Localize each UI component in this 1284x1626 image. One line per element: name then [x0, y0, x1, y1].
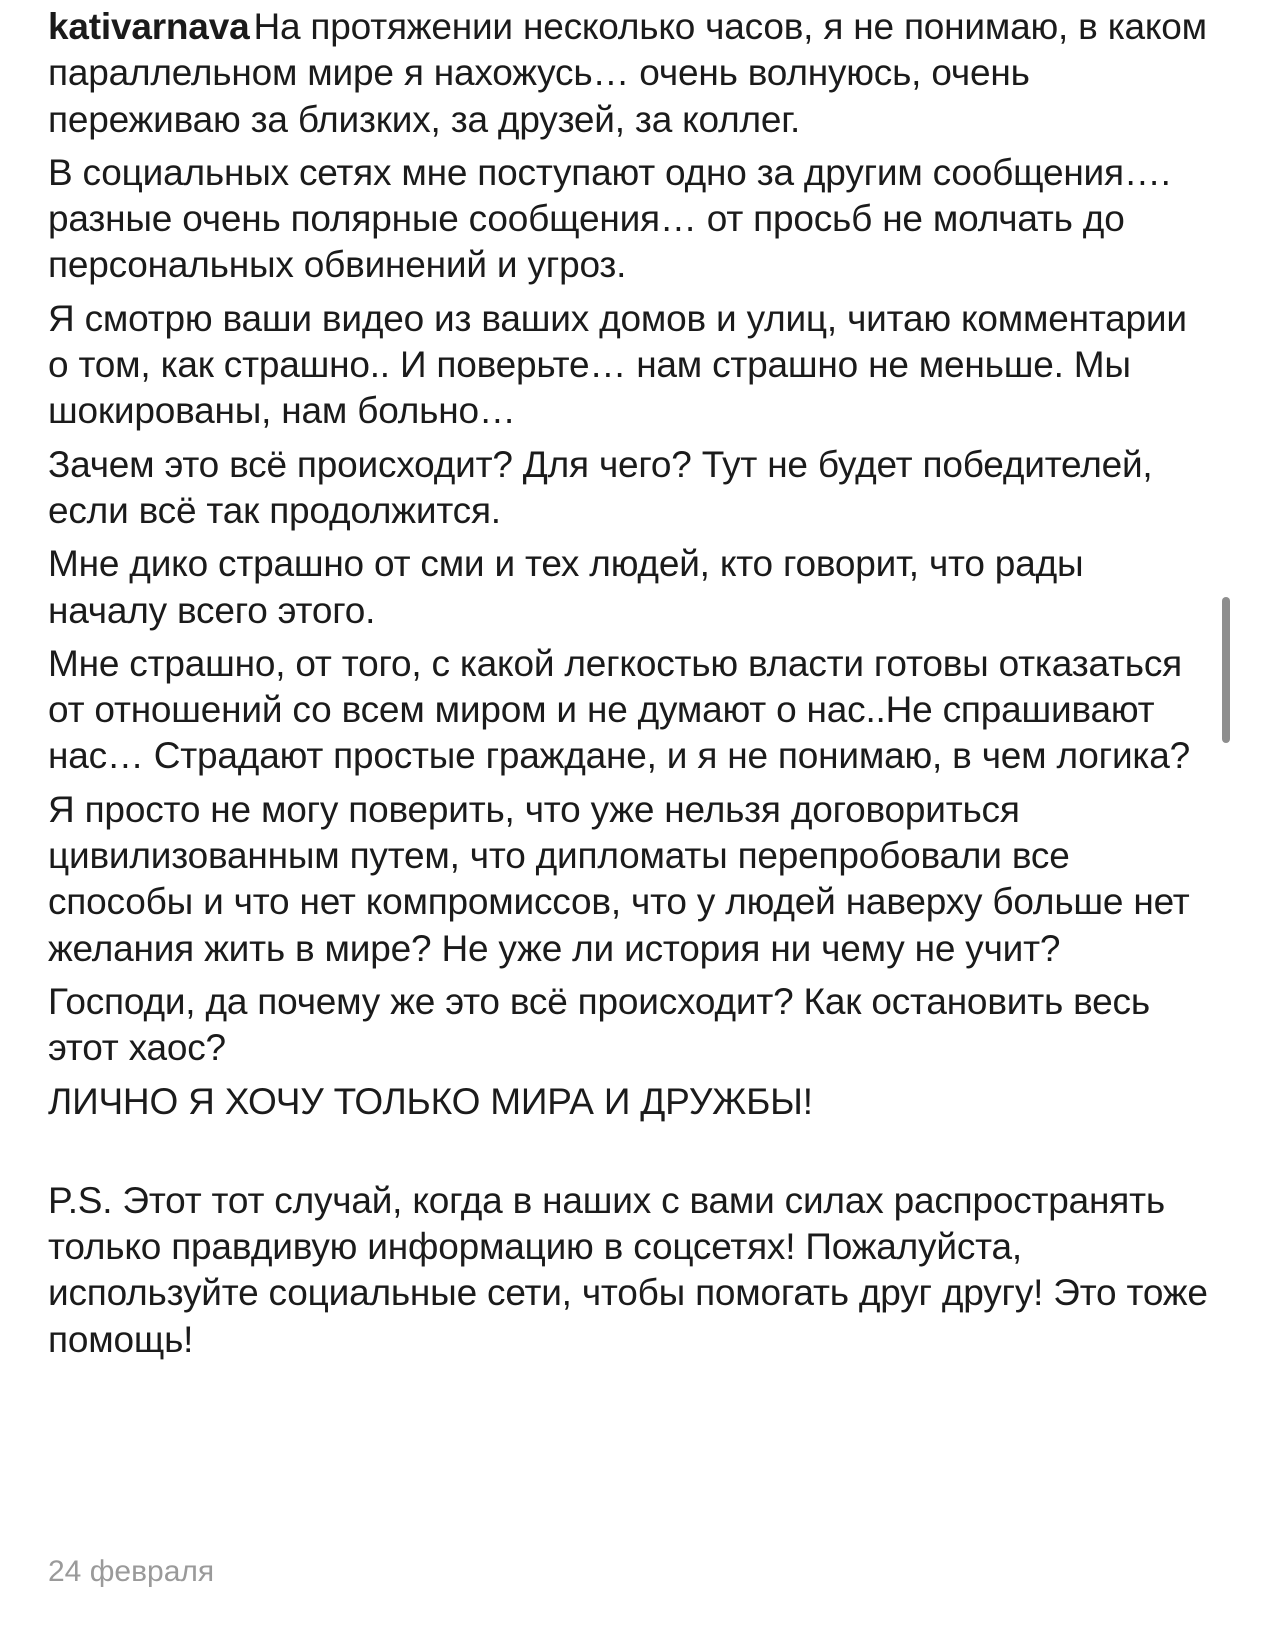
post-date: 24 февраля [48, 1555, 215, 1588]
post-caption [48, 4, 1208, 1370]
caption-paragraph-4: Зачем это всё происходит? Для чего? Тут не будет победителей, если всё так продолжится. [48, 443, 1153, 531]
caption-paragraph-ps: P.S. Этот тот случай, когда в наших с вами силах распространять только правдивую информацию в соцсетях! Пожалуйста, используйте социальные сети, чтобы помогать друг другу! Это тоже помощь! [48, 1179, 1208, 1360]
caption-paragraph-8: Господи, да почему же это всё происходит? Как остановить весь этот хаос? [48, 980, 1150, 1069]
paragraph-spacer [48, 1132, 1208, 1178]
scrollbar-thumb[interactable] [1222, 597, 1230, 743]
caption-paragraph-6: Мне страшно, от того, с какой легкостью власти готовы отказаться от отношений со всем миром и не думают о нас..Не спрашивают нас… Страдают простые граждане, и я не понимаю, в чем логика? [48, 642, 1190, 777]
username-link[interactable]: kativarnava [48, 6, 250, 47]
caption-paragraph-1 [48, 4, 1208, 143]
caption-text: На протяжении несколько часов, я не понимаю, в каком параллельном мире я нахожусь… очень волнуюсь, очень переживаю за близких, за друзей, за коллег. [48, 6, 1207, 140]
caption-paragraph-9: ЛИЧНО Я ХОЧУ ТОЛЬКО МИРА И ДРУЖБЫ! [48, 1080, 813, 1122]
caption-paragraph-5: Мне дико страшно от сми и тех людей, кто говорит, что рады началу всего этого. [48, 543, 1084, 631]
caption-paragraph-3: Я смотрю ваши видео из ваших домов и улиц, читаю комментарии о том, как страшно.. И поверьте… нам страшно не меньше. Мы шокированы, нам больно… [48, 297, 1187, 432]
caption-paragraph-7: Я просто не могу поверить, что уже нельзя договориться цивилизованным путем, что дипломаты перепробовали все способы и что нет компромиссов, что у людей наверху больше нет желания жить в мире? Не уже ли история ни чему не учит? [48, 788, 1190, 969]
caption-paragraph-2: В социальных сетях мне поступают одно за другим сообщения…. разные очень полярные сообщения… от просьб не молчать до персональных обвинений и угроз. [48, 151, 1171, 286]
